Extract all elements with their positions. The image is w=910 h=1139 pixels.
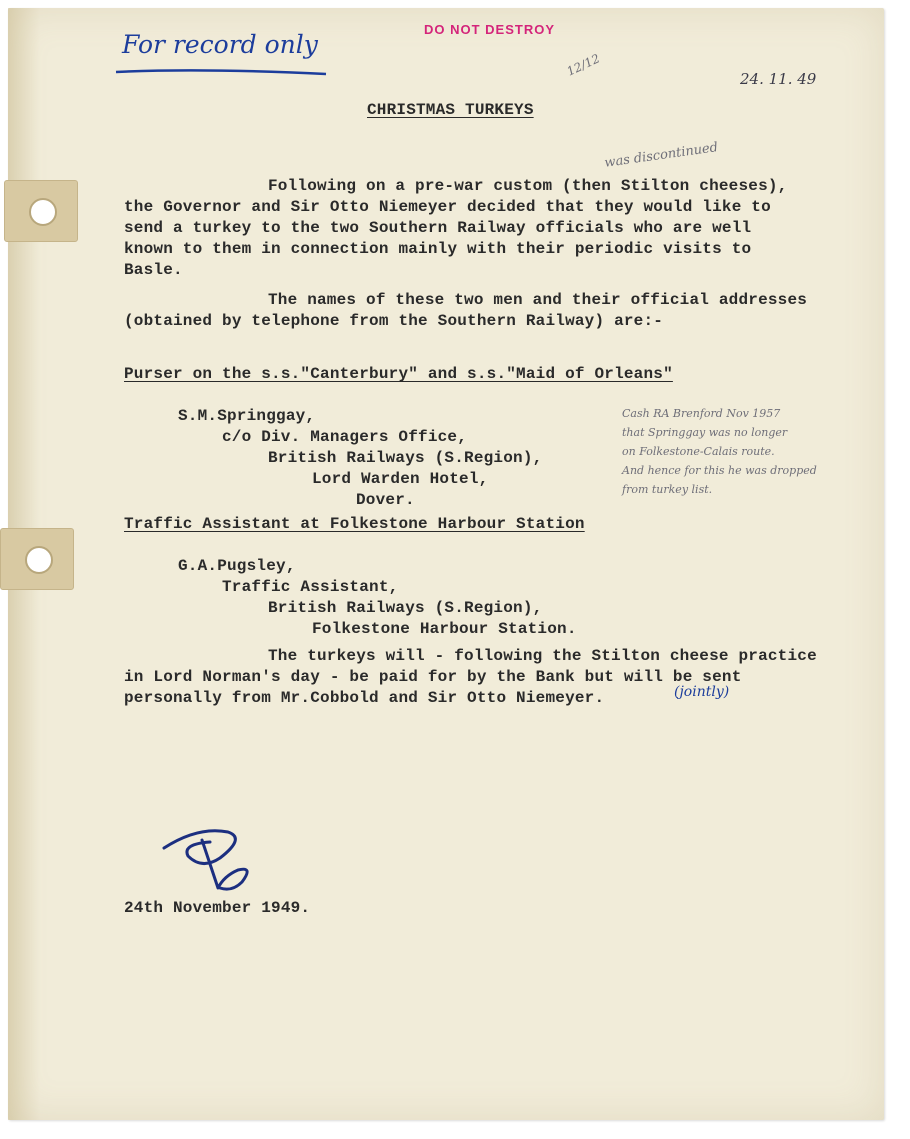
punch-hole-icon <box>25 546 53 574</box>
address1-line1: S.M.Springgay, <box>178 407 316 425</box>
address1-line5: Dover. <box>356 491 415 509</box>
heading-purser: Purser on the s.s."Canterbury" and s.s."Maid of Orleans" <box>124 365 673 383</box>
para3-line1: The turkeys will - following the Stilton cheese practice <box>268 647 817 665</box>
document-paper <box>8 8 884 1120</box>
address2-line1: G.A.Pugsley, <box>178 557 296 575</box>
binder-tab-top <box>4 180 78 242</box>
para2-line1: The names of these two men and their official addresses <box>268 291 808 309</box>
address1-line4: Lord Warden Hotel, <box>312 470 489 488</box>
para1-line2: the Governor and Sir Otto Niemeyer decided that they would like to <box>124 198 771 216</box>
address2-line4: Folkestone Harbour Station. <box>312 620 577 638</box>
record-note-underline <box>112 64 332 80</box>
para3-line3: personally from Mr.Cobbold and Sir Otto Niemeyer. <box>124 689 605 707</box>
binder-tab-bottom <box>0 528 74 590</box>
address1-line3: British Railways (S.Region), <box>268 449 543 467</box>
para1-line5: Basle. <box>124 261 183 279</box>
inserted-correction: was discontinued <box>603 140 719 171</box>
side-note-line: that Springgay was no longer <box>622 426 788 439</box>
para1-line1: Following on a pre-war custom (then Stilton cheeses), <box>268 177 788 195</box>
record-note: For record only <box>122 30 318 59</box>
para3-line2: in Lord Norman's day - be paid for by the Bank but will be sent <box>124 668 742 686</box>
side-note-line: from turkey list. <box>622 483 713 496</box>
para1-line3: send a turkey to the two Southern Railway officials who are well <box>124 219 752 237</box>
small-mark: 12/12 <box>564 51 602 79</box>
address2-line3: British Railways (S.Region), <box>268 599 543 617</box>
side-note-line: Cash RA Brenford Nov 1957 <box>622 407 781 420</box>
heading-traffic-assistant: Traffic Assistant at Folkestone Harbour Station <box>124 515 585 533</box>
do-not-destroy-note: DO NOT DESTROY <box>424 22 556 37</box>
para2-line2: (obtained by telephone from the Southern Railway) are:- <box>124 312 664 330</box>
side-note <box>622 404 817 499</box>
document-title: CHRISTMAS TURKEYS <box>367 101 534 119</box>
date-reference: 24. 11. 49 <box>740 70 817 88</box>
punch-hole-icon <box>29 198 57 226</box>
address2-line2: Traffic Assistant, <box>222 578 399 596</box>
side-note-line: on Folkestone-Calais route. <box>622 445 775 458</box>
side-note-line: And hence for this he was dropped <box>622 464 817 477</box>
para1-line4: known to them in connection mainly with their periodic visits to <box>124 240 752 258</box>
document-date: 24th November 1949. <box>124 899 311 917</box>
signature-icon <box>158 818 268 898</box>
jointly-note: (jointly) <box>674 684 730 700</box>
address1-line2: c/o Div. Managers Office, <box>222 428 468 446</box>
